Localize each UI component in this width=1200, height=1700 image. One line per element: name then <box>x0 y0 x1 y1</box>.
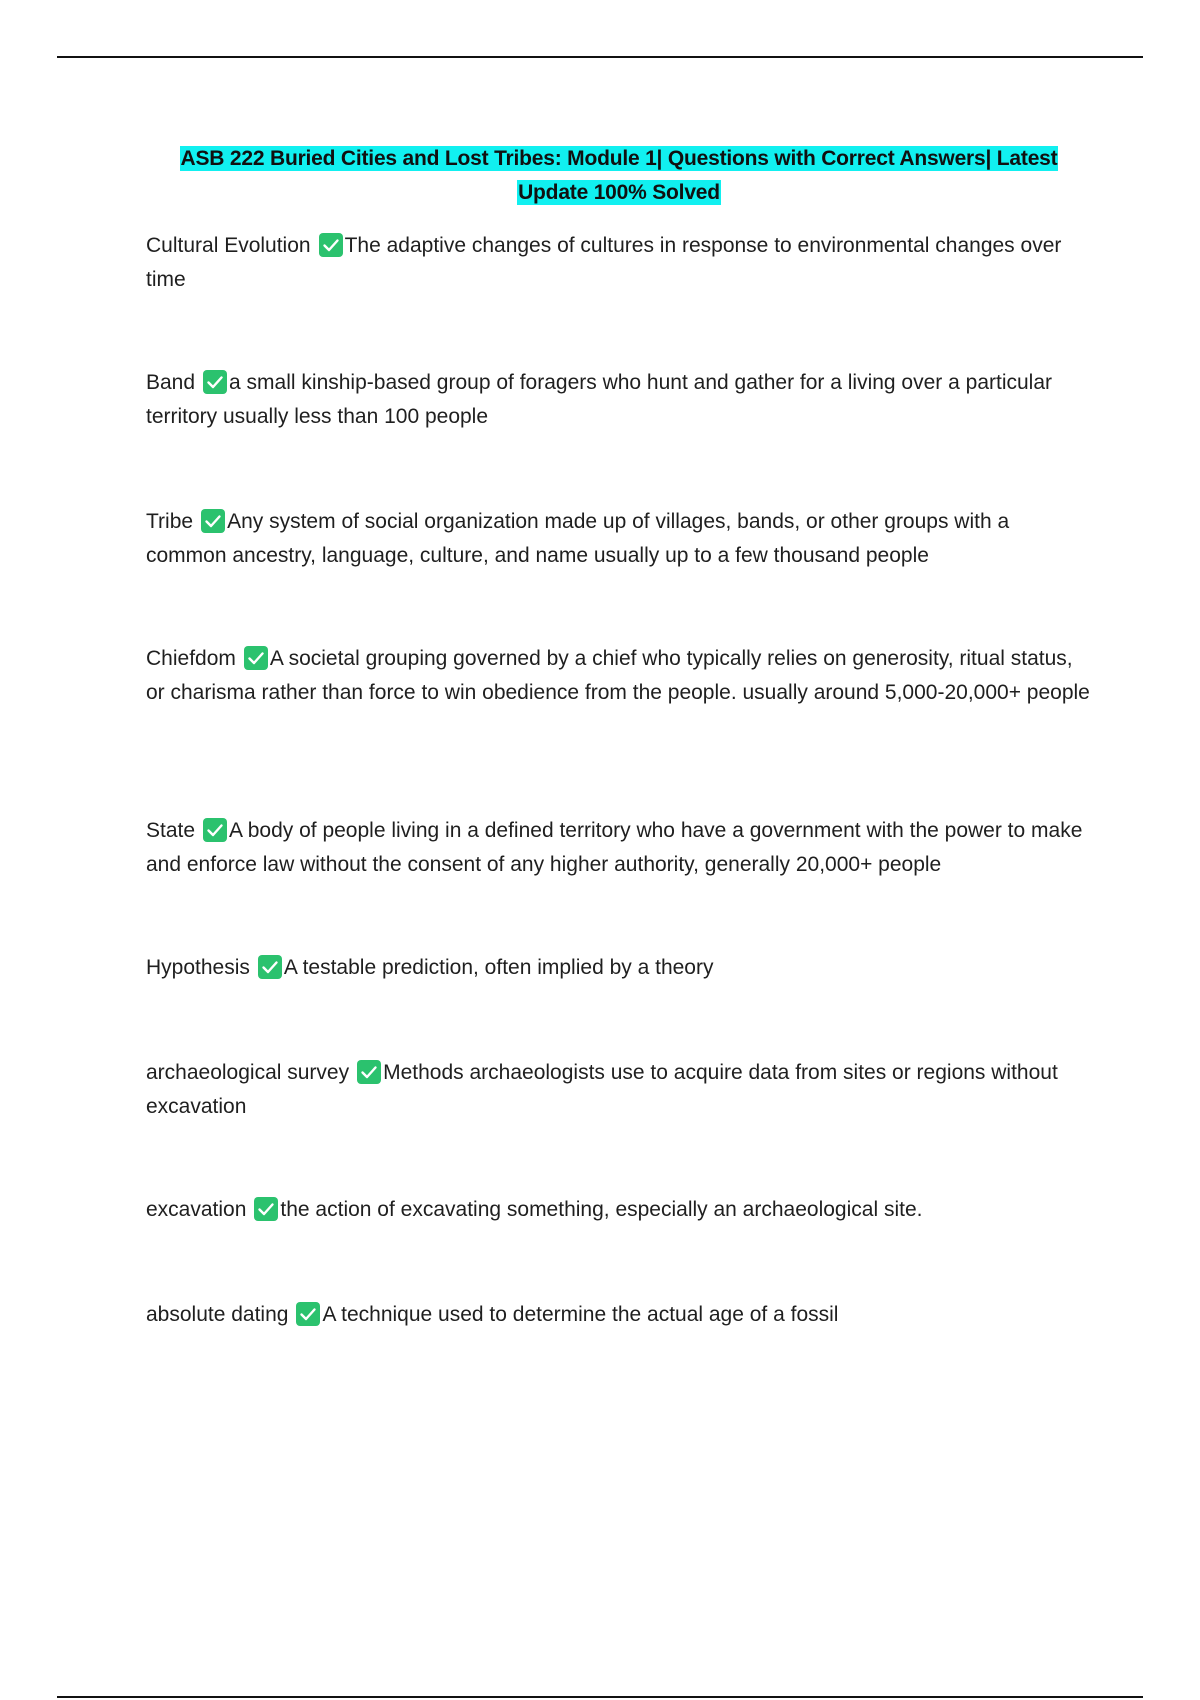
term: Chiefdom <box>146 647 236 670</box>
check-mark-icon <box>357 1060 381 1084</box>
check-mark-icon <box>258 955 282 979</box>
list-item <box>146 1298 1092 1332</box>
list-item <box>146 505 1092 573</box>
list-item <box>146 814 1092 882</box>
term: Hypothesis <box>146 956 250 979</box>
check-mark-icon <box>203 818 227 842</box>
term: excavation <box>146 1198 247 1221</box>
list-item <box>146 951 1092 985</box>
check-mark-icon <box>254 1197 278 1221</box>
term: Cultural Evolution <box>146 234 311 257</box>
definition: Any system of social organization made up of villages, bands, or other groups with a common ancestry, language, culture, and name usually up to a few thousand people <box>146 510 1010 567</box>
term: Tribe <box>146 510 194 533</box>
definition: A testable prediction, often implied by a theory <box>283 956 714 979</box>
list-item <box>146 642 1092 710</box>
term: State <box>146 819 196 842</box>
definition: A technique used to determine the actual age of a fossil <box>322 1303 839 1326</box>
title-line-2: Update 100% Solved <box>518 181 720 204</box>
term: Band <box>146 371 196 394</box>
check-mark-icon <box>296 1302 320 1326</box>
term: archaeological survey <box>146 1061 350 1084</box>
term: absolute dating <box>146 1303 289 1326</box>
definition: a small kinship-based group of foragers who hunt and gather for a living over a particular territory usually less than 100 people <box>146 371 1053 428</box>
definition: The adaptive changes of cultures in response to environmental changes over time <box>146 234 1062 291</box>
check-mark-icon <box>203 370 227 394</box>
definition: Methods archaeologists use to acquire data from sites or regions without excavation <box>146 1061 1058 1118</box>
footer-rule <box>57 1696 1143 1698</box>
definition: the action of excavating something, especially an archaeological site. <box>280 1198 923 1221</box>
list-item <box>146 1193 1092 1227</box>
document-title <box>146 142 1092 210</box>
check-mark-icon <box>244 646 268 670</box>
title-line-1: ASB 222 Buried Cities and Lost Tribes: Module 1| Questions with Correct Answers| Latest <box>180 147 1058 170</box>
check-mark-icon <box>201 509 225 533</box>
definition: A societal grouping governed by a chief who typically relies on generosity, ritual status, or charisma rather than force to win obedience from the people. usually around 5,000-20,000+ people <box>146 647 1090 704</box>
list-item <box>146 366 1092 434</box>
header-rule <box>57 56 1143 58</box>
definition: A body of people living in a defined territory who have a government with the power to make and enforce law without the consent of any higher authority, generally 20,000+ people <box>146 819 1083 876</box>
list-item <box>146 229 1092 297</box>
list-item <box>146 1056 1092 1124</box>
check-mark-icon <box>319 233 343 257</box>
